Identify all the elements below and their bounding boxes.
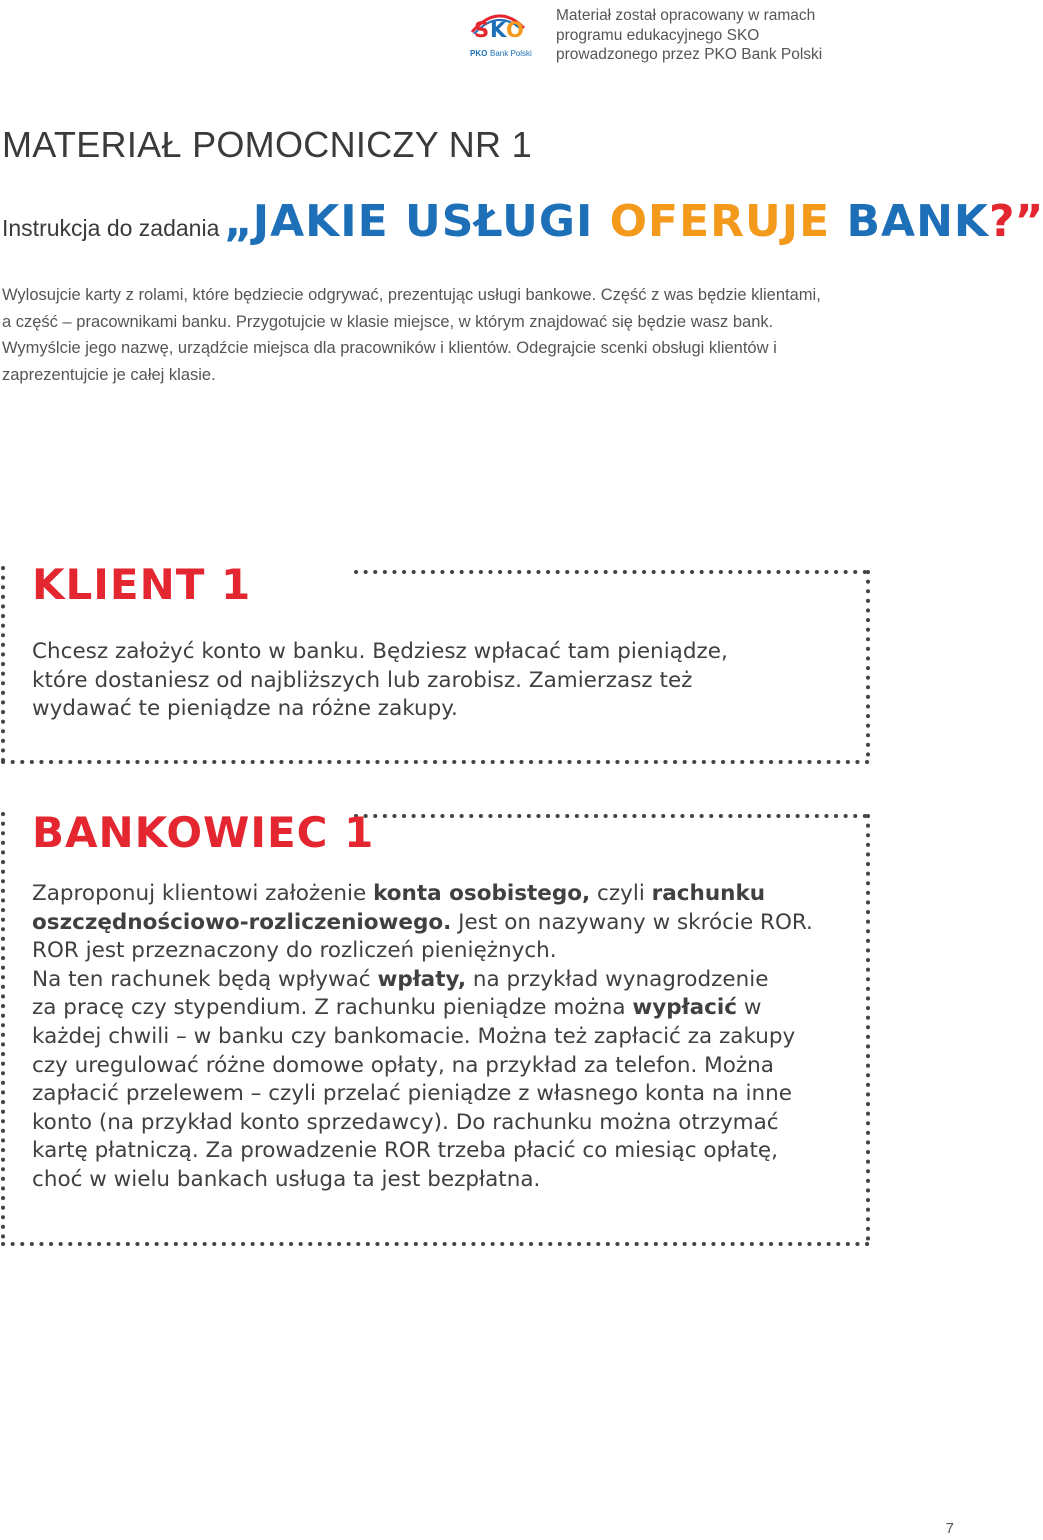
card-text [32,638,832,724]
svg-text:O: O [506,18,524,42]
card-title: BANKOWIEC 1 [32,808,375,857]
intro-line: Wymyślcie jego nazwę, urządźcie miejsca dla pracowników i klientów. Odegrajcie scenki obsługi klientów i [2,339,777,357]
task-title-word: USŁUGI [388,196,594,247]
program-note-line: prowadzonego przez PKO Bank Polski [556,46,823,63]
card-text-line [32,937,832,966]
text-run: Zaproponuj klientowi założenie [32,881,374,906]
open-quote: „ [223,196,253,247]
card-text-line [32,1137,832,1166]
text-run: czyli [590,881,652,906]
svg-text:PKO: PKO [470,49,488,58]
text-run: konto (na przykład konto sprzedawcy). Do rachunku można otrzymać [32,1109,779,1135]
text-run: wydawać te pieniądze na różne zakupy. [32,696,458,722]
card-text-line [32,1166,832,1195]
page-title: MATERIAŁ POMOCNICZY NR 1 [2,124,532,165]
page-number: 7 [945,1520,954,1537]
bold-term: konta osobistego, [373,881,591,906]
card-text-line [32,695,832,724]
bold-term: wpłaty, [377,966,466,992]
sko-logo [466,4,530,60]
text-run: Jest on nazywany w skrócie ROR. [451,909,813,935]
text-run: które dostaniesz od najbliższych lub zarobisz. Zamierzasz też [32,667,693,693]
card-text-line [32,1023,832,1052]
intro-paragraph [2,282,852,388]
program-note-line: programu edukacyjnego SKO [556,26,760,44]
instruction-heading [2,196,1043,247]
close-quote: ?” [989,196,1043,247]
svg-text:Bank Polski: Bank Polski [490,49,532,58]
text-run: na przykład wynagrodzenie [465,966,769,992]
role-card-bankowiec [0,806,872,1250]
bold-term: oszczędnościowo-rozliczeniowego. [32,909,452,935]
card-text-line [32,994,832,1023]
text-run: każdej chwili – w banku czy bankomacie. Można też zapłacić za zakupy [32,1023,796,1049]
card-text-line [32,1052,832,1081]
task-title-word: OFERUJE [593,196,831,247]
text-run: czy uregulować różne domowe opłaty, na przykład za telefon. Można [32,1052,774,1078]
card-text-line [32,638,832,667]
text-run: kartę płatniczą. Za prowadzenie ROR trzeba płacić co miesiąc opłatę, [32,1138,778,1164]
text-run: Chcesz założyć konto w banku. Będziesz wpłacać tam pieniądze, [32,639,728,664]
card-text-line [32,1109,832,1138]
card-text-line [32,1080,832,1109]
svg-text:K: K [490,18,507,42]
instruction-label: Instrukcja do zadania [2,215,220,241]
text-run: ROR jest przeznaczony do rozliczeń pieniężnych. [32,938,557,964]
bold-term: rachunku [651,881,766,906]
intro-line: a część – pracownikami banku. Przygotujcie w klasie miejsce, w którym znajdować się będzie wasz bank. [2,312,774,331]
svg-text:S: S [474,18,490,42]
intro-line: zaprezentujcie je całej klasie. [2,365,216,384]
task-title-word: BANK [830,196,990,247]
text-run: w [737,995,762,1021]
text-run: za pracę czy stypendium. Z rachunku pieniądze można [32,995,633,1021]
text-run: choć w wielu bankach usługa ta jest bezpłatna. [32,1166,541,1192]
task-title-word: JAKIE [252,196,389,247]
card-text [32,880,832,1195]
card-text-line [32,909,832,938]
program-note-line: Materiał został opracowany w ramach [556,7,816,24]
role-card-klient [0,560,872,772]
task-title [253,196,989,247]
card-text-line [32,667,832,696]
intro-line: Wylosujcie karty z rolami, które będziecie odgrywać, prezentując usługi bankowe. Część z was będzie klientami, [2,286,821,304]
text-run: Na ten rachunek będą wpływać [32,966,378,992]
text-run: zapłacić przelewem – czyli przelać pieniądze z własnego konta na inne [32,1081,792,1107]
card-title: KLIENT 1 [32,560,252,609]
bold-term: wypłacić [632,995,738,1021]
program-note [556,6,956,65]
card-text-line [32,880,832,909]
card-text-line [32,966,832,995]
